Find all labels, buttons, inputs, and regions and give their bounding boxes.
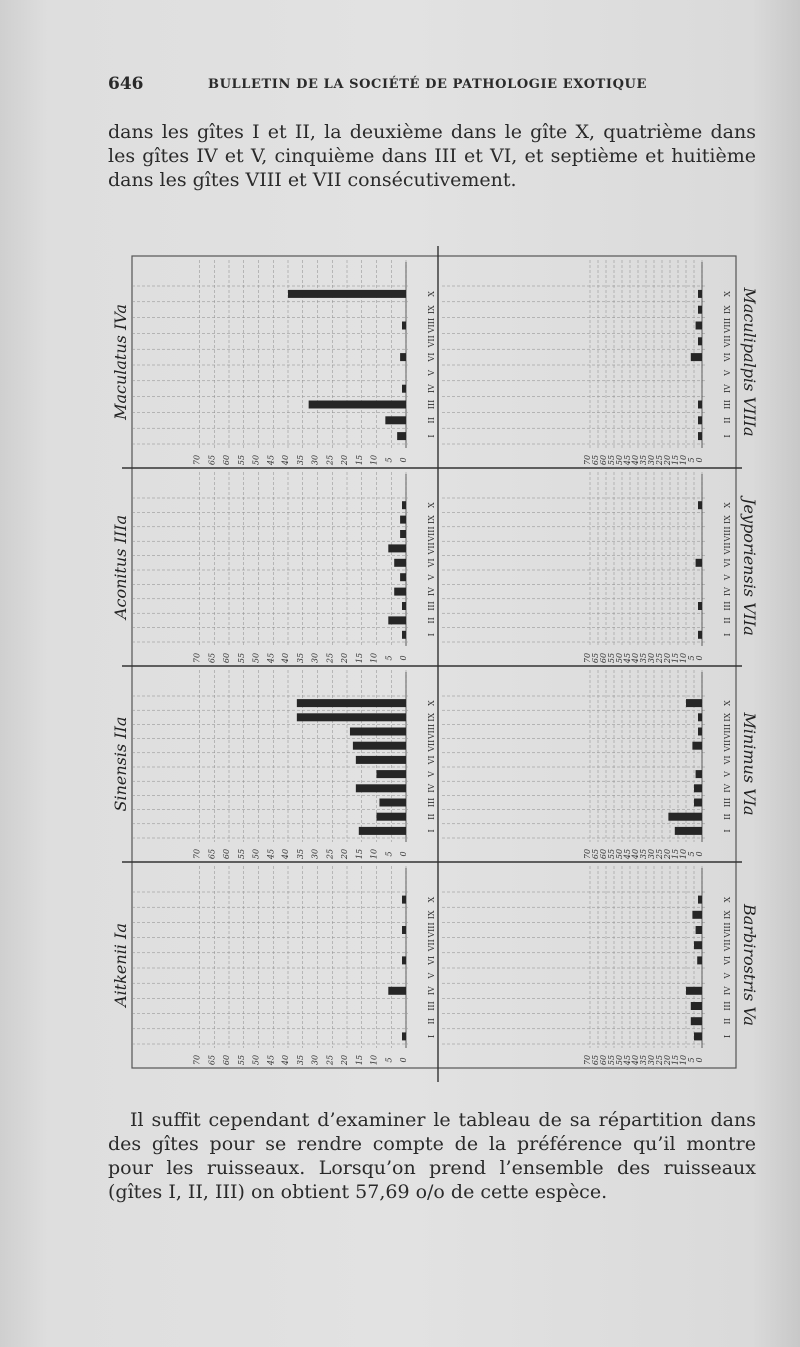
tick-label: 10 <box>679 652 688 664</box>
tick-label: 70 <box>192 652 202 664</box>
tick-label: 40 <box>631 652 640 664</box>
tick-label: 45 <box>266 652 276 664</box>
data-bar <box>379 799 406 807</box>
species-label: Aitkenii Ia <box>111 923 130 1007</box>
category-label: I <box>427 1034 436 1038</box>
category-label: VI <box>723 755 732 765</box>
tick-label: 15 <box>354 1054 364 1066</box>
tick-label: 5 <box>687 851 696 857</box>
category-label: V <box>427 370 436 376</box>
data-bar <box>388 544 406 552</box>
category-label: VI <box>723 352 732 362</box>
category-label: I <box>723 829 732 833</box>
category-label: IX <box>723 910 732 920</box>
category-label: IV <box>723 384 732 394</box>
data-bar <box>691 1002 702 1010</box>
category-label: V <box>723 771 732 777</box>
data-bar <box>402 385 406 393</box>
data-bar <box>696 770 702 778</box>
data-bar <box>696 926 702 934</box>
category-label: VIII <box>723 723 732 740</box>
tick-label: 60 <box>222 848 231 860</box>
category-label: X <box>723 700 732 706</box>
tick-label: 35 <box>295 1054 305 1066</box>
data-bar <box>698 631 702 639</box>
tick-label: 0 <box>695 457 704 463</box>
data-bar <box>297 713 406 721</box>
data-bar <box>402 926 406 934</box>
data-bar <box>698 501 702 509</box>
tick-label: 30 <box>310 1054 320 1066</box>
tick-label: 50 <box>251 848 261 860</box>
data-bar <box>698 290 702 298</box>
tick-label: 45 <box>266 848 276 860</box>
data-bar <box>402 896 406 904</box>
tick-label: 30 <box>310 652 320 664</box>
category-label: IV <box>427 783 436 793</box>
data-bar <box>388 616 406 624</box>
data-bar <box>402 956 406 964</box>
tick-label: 30 <box>647 848 656 860</box>
running-title: BULLETIN DE LA SOCIÉTÉ DE PATHOLOGIE EXOTIQUE <box>208 77 647 92</box>
tick-label: 10 <box>369 652 379 664</box>
category-label: IX <box>427 305 436 315</box>
category-label: IV <box>427 587 436 597</box>
data-bar <box>698 416 702 424</box>
category-label: VIII <box>427 317 436 334</box>
data-bar <box>698 432 702 440</box>
tick-label: 40 <box>281 454 290 466</box>
data-bar <box>698 602 702 610</box>
tick-label: 55 <box>236 848 246 860</box>
category-label: VIII <box>427 723 436 740</box>
tick-label: 20 <box>340 848 349 860</box>
tick-label: 35 <box>639 652 648 664</box>
category-label: II <box>723 617 732 624</box>
data-bar <box>698 728 702 736</box>
category-label: VI <box>427 558 436 568</box>
data-bar <box>356 756 406 764</box>
data-bar <box>694 799 702 807</box>
category-label: VI <box>427 352 436 362</box>
data-bar <box>400 516 406 524</box>
category-label: VII <box>427 939 436 952</box>
tick-label: 70 <box>583 652 592 664</box>
tick-label: 45 <box>623 652 632 664</box>
tick-label: 5 <box>687 655 696 661</box>
category-label: II <box>723 417 732 424</box>
tick-label: 50 <box>615 454 624 466</box>
tick-label: 55 <box>236 652 246 664</box>
tick-label: 70 <box>583 454 592 466</box>
category-label: II <box>723 813 732 820</box>
tick-label: 0 <box>399 655 408 661</box>
data-bar <box>397 432 406 440</box>
category-label: V <box>723 574 732 581</box>
tick-label: 0 <box>695 851 704 857</box>
tick-label: 10 <box>679 454 688 466</box>
tick-label: 35 <box>295 848 305 860</box>
category-label: I <box>723 633 732 637</box>
tick-label: 25 <box>325 454 335 466</box>
category-label: V <box>427 771 436 777</box>
category-label: VI <box>427 955 436 965</box>
tick-label: 45 <box>266 454 276 466</box>
data-bar <box>394 559 406 567</box>
tick-label: 25 <box>655 454 664 466</box>
data-bar <box>694 1032 702 1040</box>
category-label: X <box>723 896 732 903</box>
tick-label: 20 <box>340 454 349 466</box>
tick-label: 45 <box>266 1054 276 1066</box>
data-bar <box>394 588 406 596</box>
species-label: Sinensis IIa <box>111 716 130 812</box>
tick-label: 35 <box>639 454 648 466</box>
category-label: VII <box>723 739 732 752</box>
tick-label: 35 <box>639 1054 648 1066</box>
tick-label: 65 <box>591 848 600 860</box>
data-bar <box>698 306 702 314</box>
tick-label: 40 <box>281 652 290 664</box>
species-label: Maculatus IVa <box>111 304 130 420</box>
category-label: VII <box>723 939 732 952</box>
category-label: IV <box>427 986 436 996</box>
category-label: IX <box>427 910 436 920</box>
tick-label: 10 <box>679 848 688 860</box>
category-label: VIII <box>427 526 436 542</box>
category-label: III <box>427 1001 436 1011</box>
category-label: III <box>427 797 436 808</box>
category-label: V <box>427 972 436 979</box>
category-label: IX <box>427 515 436 525</box>
category-label: V <box>427 574 436 581</box>
category-label: IX <box>723 712 732 722</box>
tick-label: 70 <box>192 848 202 860</box>
tick-label: 10 <box>369 454 379 466</box>
tick-label: 70 <box>583 848 592 860</box>
category-label: VII <box>723 542 732 555</box>
page-number: 646 <box>108 74 144 94</box>
category-label: IV <box>723 986 732 996</box>
tick-label: 20 <box>663 1054 672 1066</box>
category-label: I <box>427 633 436 637</box>
category-label: VI <box>427 755 436 765</box>
tick-label: 45 <box>623 1054 632 1066</box>
tick-label: 55 <box>607 1054 616 1066</box>
tick-label: 45 <box>623 454 632 466</box>
data-bar <box>402 501 406 509</box>
data-bar <box>350 728 406 736</box>
tick-label: 15 <box>354 652 364 664</box>
data-bar <box>402 631 406 639</box>
category-label: VIII <box>723 922 732 938</box>
data-bar <box>400 573 406 581</box>
tick-label: 0 <box>399 851 408 857</box>
tick-label: 30 <box>310 454 320 466</box>
category-label: I <box>427 829 436 833</box>
tick-label: 0 <box>399 1057 408 1063</box>
data-bar <box>400 530 406 538</box>
tick-label: 40 <box>281 848 290 860</box>
tick-label: 55 <box>236 454 246 466</box>
paragraph-bottom-text: Il suffit cependant d’examiner le tableau de sa répartition dans des gîtes pour se rendre compte de la préférence qu’il montre pour les ruisseaux. Lorsqu’on prend l’ensemble des ruisseaux (gîtes I, II, III) on obtient 57,69 o/o de cette espèce. <box>108 1109 756 1203</box>
data-bar <box>698 337 702 345</box>
category-label: X <box>427 291 436 297</box>
tick-label: 65 <box>591 1054 600 1066</box>
tick-label: 30 <box>647 1054 656 1066</box>
tick-label: 20 <box>340 1054 349 1066</box>
species-label: Maculipalpis VIIIa <box>740 287 759 437</box>
tick-label: 65 <box>591 454 600 466</box>
data-bar <box>698 896 702 904</box>
data-bar <box>692 742 702 750</box>
data-bar <box>309 401 406 409</box>
category-label: IX <box>723 305 732 315</box>
data-bar <box>675 827 702 835</box>
tick-label: 20 <box>663 652 672 664</box>
category-label: I <box>723 434 732 438</box>
tick-label: 25 <box>325 652 335 664</box>
tick-label: 5 <box>384 1057 394 1063</box>
category-label: II <box>427 813 436 820</box>
tick-label: 45 <box>623 848 632 860</box>
species-label: Jeyporiensis VIIa <box>740 498 759 636</box>
tick-label: 25 <box>325 1054 335 1066</box>
data-bar <box>377 813 407 821</box>
data-bar <box>353 742 406 750</box>
category-label: IV <box>427 384 436 394</box>
tick-label: 65 <box>207 652 217 664</box>
tick-label: 5 <box>687 1057 696 1063</box>
data-bar <box>402 602 406 610</box>
data-bar <box>288 290 406 298</box>
category-label: V <box>723 370 732 376</box>
data-bar <box>385 416 406 424</box>
data-bar <box>668 813 702 821</box>
tick-label: 30 <box>310 848 320 860</box>
tick-label: 0 <box>399 457 408 463</box>
tick-label: 65 <box>207 454 217 466</box>
category-label: I <box>723 1034 732 1038</box>
tick-label: 55 <box>607 652 616 664</box>
tick-label: 60 <box>599 652 608 664</box>
species-label: Aconitus IIIa <box>111 514 130 620</box>
data-bar <box>698 401 702 409</box>
tick-label: 60 <box>222 652 231 664</box>
tick-label: 60 <box>222 1054 231 1066</box>
tick-label: 30 <box>647 652 656 664</box>
data-bar <box>691 353 702 361</box>
tick-label: 60 <box>599 848 608 860</box>
tick-label: 25 <box>655 1054 664 1066</box>
tick-label: 50 <box>615 1054 624 1066</box>
data-bar <box>400 353 406 361</box>
tick-label: 30 <box>647 454 656 466</box>
category-label: III <box>427 399 436 410</box>
tick-label: 50 <box>251 1054 261 1066</box>
tick-label: 5 <box>384 655 394 661</box>
tick-label: 40 <box>631 848 640 860</box>
data-bar <box>388 987 406 995</box>
category-label: X <box>427 502 436 509</box>
category-label: II <box>723 1018 732 1025</box>
tick-label: 15 <box>671 454 680 466</box>
data-bar <box>402 322 406 330</box>
category-label: III <box>723 797 732 808</box>
tick-label: 10 <box>679 1054 688 1066</box>
tick-label: 10 <box>369 1054 379 1066</box>
category-label: IX <box>723 515 732 525</box>
category-label: VII <box>427 335 436 348</box>
category-label: VII <box>723 335 732 348</box>
tick-label: 70 <box>192 454 202 466</box>
tick-label: 20 <box>340 652 349 664</box>
tick-label: 15 <box>671 652 680 664</box>
tick-label: 50 <box>615 848 624 860</box>
data-bar <box>697 956 702 964</box>
category-label: VII <box>427 739 436 752</box>
data-bar <box>691 1017 702 1025</box>
tick-label: 5 <box>384 457 394 463</box>
tick-label: 65 <box>591 652 600 664</box>
category-label: X <box>723 291 732 297</box>
category-label: III <box>723 399 732 410</box>
tick-label: 5 <box>384 851 394 857</box>
tick-label: 60 <box>222 454 231 466</box>
category-label: I <box>427 434 436 438</box>
tick-label: 35 <box>639 848 648 860</box>
category-label: X <box>427 700 436 706</box>
data-bar <box>359 827 406 835</box>
tick-label: 0 <box>695 655 704 661</box>
data-bar <box>696 322 702 330</box>
tick-label: 40 <box>281 1054 290 1066</box>
tick-label: 20 <box>663 848 672 860</box>
category-label: II <box>427 617 436 624</box>
tick-label: 5 <box>687 457 696 463</box>
data-bar <box>686 699 702 707</box>
category-label: III <box>723 1001 732 1011</box>
category-label: VII <box>427 542 436 555</box>
tick-label: 25 <box>325 848 335 860</box>
data-bar <box>686 987 702 995</box>
category-label: VI <box>723 955 732 965</box>
tick-label: 15 <box>354 454 364 466</box>
category-label: X <box>723 502 732 509</box>
tick-label: 50 <box>251 454 261 466</box>
data-bar <box>356 784 406 792</box>
category-label: IV <box>723 783 732 793</box>
category-label: IX <box>427 712 436 722</box>
category-label: III <box>427 601 436 611</box>
tick-label: 40 <box>631 1054 640 1066</box>
paragraph-bottom <box>108 1108 756 1204</box>
tick-label: 50 <box>251 652 261 664</box>
tick-label: 25 <box>655 652 664 664</box>
category-label: VIII <box>723 526 732 542</box>
tick-label: 35 <box>295 652 305 664</box>
tick-label: 70 <box>583 1054 592 1066</box>
tick-label: 10 <box>369 848 379 860</box>
category-label: X <box>427 896 436 903</box>
tick-label: 20 <box>663 454 672 466</box>
tick-label: 65 <box>207 848 217 860</box>
category-label: VI <box>723 558 732 568</box>
data-bar <box>402 1032 406 1040</box>
data-bar <box>696 559 702 567</box>
tick-label: 40 <box>631 454 640 466</box>
tick-label: 0 <box>695 1057 704 1063</box>
species-label: Barbirostris Va <box>740 904 759 1026</box>
tick-label: 70 <box>192 1054 202 1066</box>
data-bar <box>698 713 702 721</box>
species-label: Minimus VIa <box>740 712 759 816</box>
data-bar <box>694 941 702 949</box>
tick-label: 15 <box>671 848 680 860</box>
category-label: VIII <box>427 922 436 938</box>
tick-label: 55 <box>607 848 616 860</box>
category-label: II <box>427 1018 436 1025</box>
tick-label: 55 <box>236 1054 246 1066</box>
data-bar <box>694 784 702 792</box>
data-bar <box>692 911 702 919</box>
category-label: III <box>723 601 732 611</box>
tick-label: 35 <box>295 454 305 466</box>
category-label: IV <box>723 587 732 597</box>
tick-label: 25 <box>655 848 664 860</box>
tick-label: 50 <box>615 652 624 664</box>
tick-label: 15 <box>671 1054 680 1066</box>
category-label: VIII <box>723 317 732 334</box>
data-bar <box>377 770 407 778</box>
paragraph-top: dans les gîtes I et II, la deuxième dans le gîte X, quatrième dans les gîtes IV et V, cinquième dans III et VI, et septième et huitième dans les gîtes VIII et VII consécutivement. <box>108 121 756 191</box>
tick-label: 65 <box>207 1054 217 1066</box>
category-label: II <box>427 417 436 424</box>
tick-label: 55 <box>607 454 616 466</box>
tick-label: 60 <box>599 1054 608 1066</box>
category-label: V <box>723 972 732 979</box>
tick-label: 15 <box>354 848 364 860</box>
tick-label: 60 <box>599 454 608 466</box>
data-bar <box>297 699 406 707</box>
